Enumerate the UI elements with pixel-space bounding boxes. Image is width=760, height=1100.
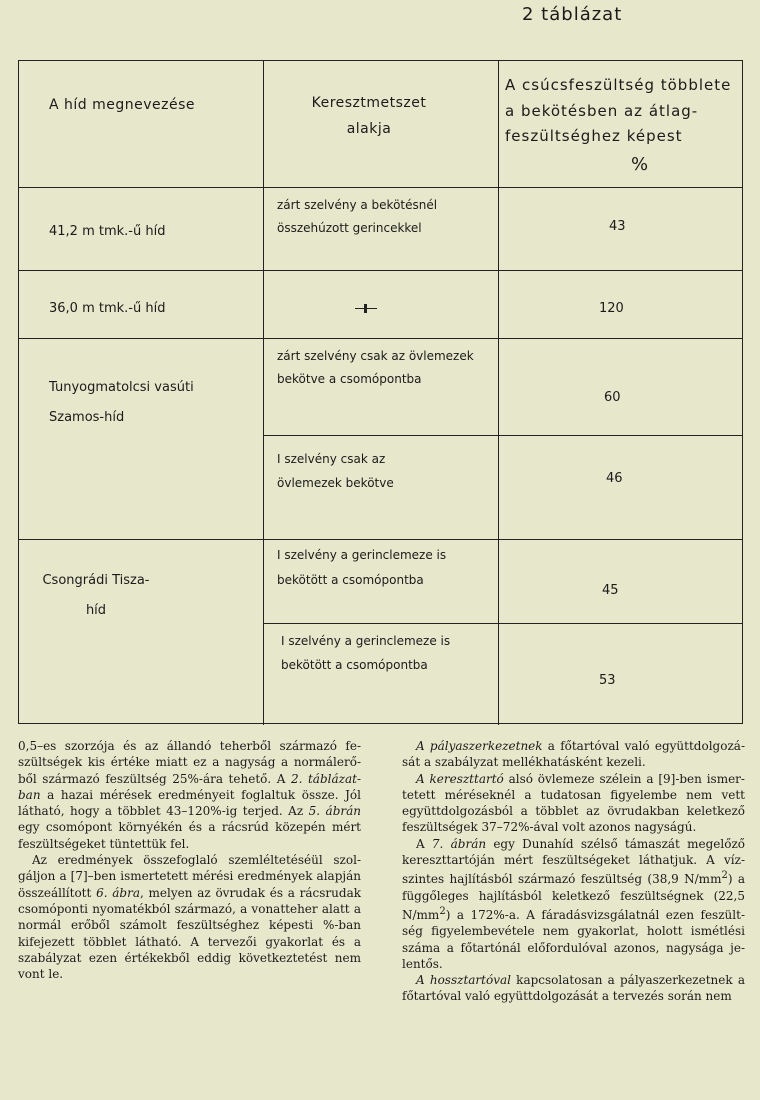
header-percent-unit: % (630, 153, 650, 175)
value-cell: 120 (599, 301, 624, 316)
paragraph: A kereszttartó alsó övlemeze szélein a [9]-ben ismertetett méréseknél a tudatosan figyelembe nem vett együttdolgozásból a többlet az övrudakban keletkező feszültségek 37–72%-ával volt azonos nagyságú. (402, 771, 745, 835)
row-divider (19, 270, 742, 271)
cross-section-cell: zárt szelvény a bekötésnél összehúzott gerincekkel (277, 198, 438, 235)
paragraph: A pályaszerkezetnek a főtartóval való együttdolgozását a szabályzat mellékhatásként kezeli. (402, 739, 745, 770)
cross-section-cell: zárt szelvény csak az övlemezek bekötve a csomópontba (277, 349, 474, 386)
bridge-name-text: Csongrádi Tisza-híd (42, 573, 150, 618)
term: A kereszttartó (416, 771, 504, 786)
value-cell: 46 (606, 471, 623, 486)
figure-reference: 5. ábrán (308, 804, 362, 819)
value-cell: 43 (609, 219, 626, 234)
cross-section-cell: I szelvény csak az övlemezek bekötve (277, 452, 394, 490)
bridge-name-cell (41, 566, 151, 626)
table-reference: 2. táblázatban (18, 771, 361, 802)
header-peak-stress-text: A csúcsfeszültség többlete a bekötésben az átlag-feszültséghez képest (505, 76, 732, 145)
paragraph: A 7. ábrán egy Dunahíd szélső támaszát megelőző kereszttartóján mért feszültségeket láthatjuk. A vízszintes hajlításból származó feszültség (38,9 $N/mm^2$) a függőleges hajlításból keletkező feszültségnek (22,5 $N/mm^2$) a 172%-a. A fáradásvizsgálatnál ezen feszültség figyelembevétele nem gyakorlat, holott ismétlési száma a főtartónál előfordulóval azonos, nagysága jelentős. (402, 836, 746, 971)
value-cell: 45 (602, 583, 619, 598)
i-section-symbol-icon (355, 308, 377, 309)
bridge-name-cell: 41,2 m tmk.-ű híd (49, 224, 166, 239)
value-cell: 60 (604, 390, 621, 405)
paragraph: 0,5–es szorzója és az állandó teherből származó feszültségek kis értéke miatt ez a nagyság a normálerőből származó feszültség 25%-ára tehető. A 2. táblázatban a hazai mérések eredményeit foglaltuk össze. Jól látható, hogy a többlet 43–120%-ig terjed. Az 5. ábrán egy csomópont környékén és a rácsrúd közepén mért feszültségeket tüntettük fel. (18, 739, 362, 851)
cross-section-cell: I szelvény a gerinclemeze is bekötött a csomópontba (277, 548, 447, 588)
row-divider (263, 435, 742, 436)
row-divider (19, 338, 742, 339)
value-cell: 53 (599, 673, 616, 688)
bridge-name-cell: 36,0 m tmk.-ű híd (49, 301, 166, 316)
column-divider (498, 61, 499, 725)
term: A pályaszerkezetnek (416, 739, 543, 753)
figure-reference: 7. ábrán (431, 836, 487, 851)
bridge-name-cell (49, 373, 239, 433)
row-divider (19, 539, 742, 540)
bridge-name-text: Tunyogmatolcsi vasúti Szamos-híd (49, 380, 194, 425)
row-divider (19, 187, 742, 188)
header-bridge-name: A híd megnevezése (49, 97, 196, 113)
data-table (18, 60, 743, 724)
right-text-column (402, 738, 745, 1005)
table-caption: 2 táblázat (522, 4, 623, 25)
figure-reference: 6. ábra (96, 885, 140, 900)
cross-section-cell: I szelvény a gerinclemeze is bekötött a csomópontba (281, 634, 451, 672)
column-divider (263, 61, 264, 725)
row-divider (263, 623, 742, 624)
cross-section-cell (355, 297, 377, 321)
header-peak-stress-excess (505, 73, 735, 180)
paragraph: Az eredmények összefoglaló szemléltetéséül szolgáljon a [7]–ben ismertetett mérési eredmények alapján összeállított 6. ábra, melyen az övrudak és a rácsrudak csomóponti nyomatékból származó, a vonatteher alatt a normál erőből számolt feszültséghez képesti %-ban kifejezett többlet látható. A tervezői gyakorlat és a szabályzat ezen értékekből eddig következtetést nem vont le. (18, 853, 362, 982)
paragraph: A hossztartóval kapcsolatosan a pályaszerkezetnek a főtartóval való együttdolgozását a tervezés során nem (402, 973, 745, 1004)
term: A hossztartóval (416, 973, 511, 988)
left-text-column (18, 738, 361, 982)
header-cross-section: Keresztmetszet alakja (311, 95, 427, 137)
